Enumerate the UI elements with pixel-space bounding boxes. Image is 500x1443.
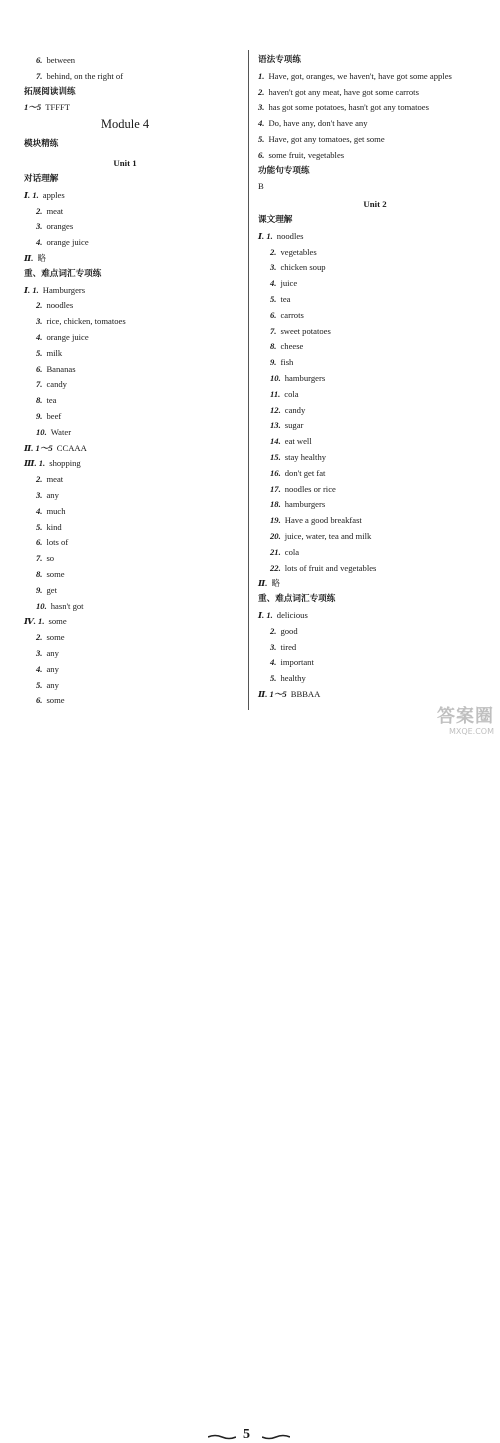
function-answer: B (258, 181, 264, 192)
item-answer: 略 (37, 253, 47, 263)
answer-line (36, 537, 68, 548)
item-number: 9. (36, 584, 43, 595)
answer-line (270, 531, 371, 542)
answer-line (24, 253, 46, 264)
answer-line (258, 150, 344, 161)
section-heading-vocabulary: 重、难点词汇专项练 (258, 594, 336, 605)
item-number: 17. (270, 483, 281, 494)
item-number: 4. (36, 237, 43, 248)
item-number: Ⅱ. 1～5 (258, 689, 287, 699)
answer-line (36, 522, 62, 533)
item-number: 12. (270, 404, 281, 415)
item-number: Ⅱ. (258, 578, 268, 589)
item-number: 1～5 (24, 102, 42, 113)
item-number: 8. (36, 395, 43, 406)
item-number: 6. (36, 55, 43, 65)
unit-2-title: Unit 2 (363, 199, 387, 210)
answer-line (24, 190, 65, 201)
item-answer: has got some potatoes, hasn't got any tomatoes (268, 102, 429, 113)
item-number: 9. (270, 357, 277, 368)
answer-line (36, 71, 123, 82)
answer-line (24, 285, 85, 296)
item-number: 5. (270, 673, 277, 684)
item-number: 5. (36, 521, 43, 532)
item-answer: hamburgers (284, 499, 326, 510)
answer-line (36, 332, 89, 343)
answer-line (36, 601, 84, 612)
site-watermark (424, 707, 494, 743)
item-number: Ⅰ. 1. (24, 189, 39, 200)
item-answer: vegetables (280, 246, 317, 257)
answer-line (270, 468, 325, 479)
answer-line (36, 300, 73, 311)
answer-line (270, 262, 326, 273)
item-answer: between (46, 55, 76, 65)
item-number: 21. (270, 546, 281, 557)
item-answer: candy (284, 404, 306, 415)
item-number: 8. (270, 341, 277, 352)
item-number: 6. (270, 309, 277, 320)
item-answer: noodles (276, 230, 304, 241)
item-answer: orange juice (46, 237, 89, 248)
item-answer: so (46, 553, 55, 564)
item-answer: some (46, 695, 65, 706)
section-heading-extended-reading: 拓展阅读训练 (24, 86, 76, 97)
item-number: 19. (270, 515, 281, 526)
item-number: Ⅲ. 1. (24, 458, 46, 469)
item-number: 7. (36, 553, 43, 564)
answer-line (270, 515, 362, 526)
answer-line (270, 326, 331, 337)
answer-line (270, 294, 290, 305)
section-heading-text: 课文理解 (258, 215, 293, 225)
answer-line (36, 379, 67, 390)
answer-line (270, 389, 299, 400)
item-answer: Hamburgers (42, 284, 86, 295)
item-answer: lots of fruit and vegetables (284, 562, 377, 573)
item-number: 4. (36, 663, 43, 674)
left-swoosh-ornament (208, 1434, 236, 1440)
item-number: 15. (270, 452, 281, 462)
answer-line (258, 118, 368, 129)
item-answer: eat well (284, 436, 312, 447)
item-number: 5. (270, 294, 277, 304)
item-answer: hasn't got (50, 600, 84, 611)
answer-line (270, 484, 336, 495)
item-number: 6. (36, 695, 43, 706)
item-answer: juice, water, tea and milk (284, 531, 372, 541)
item-answer: 略 (271, 578, 281, 589)
answer-line (258, 71, 452, 82)
item-answer: any (46, 648, 59, 658)
answer-line (270, 547, 299, 558)
item-number: 3. (36, 316, 43, 327)
answer-line (36, 664, 59, 675)
answer-line (36, 680, 59, 691)
item-answer: haven't got any meat, have got some carrots (268, 86, 419, 97)
item-answer: much (46, 505, 66, 516)
item-number: 3. (36, 490, 43, 500)
item-answer: tea (46, 395, 57, 406)
item-answer: delicious (276, 610, 308, 620)
item-number: 6. (36, 363, 43, 374)
item-number: 2. (258, 86, 265, 97)
item-answer: meat (46, 205, 64, 216)
item-answer: TFFFT (45, 102, 71, 113)
item-answer: beef (46, 411, 62, 421)
item-answer: some fruit, vegetables (268, 149, 345, 160)
item-number: 16. (270, 467, 281, 478)
item-answer: rice, chicken, tomatoes (46, 316, 126, 327)
answer-line (270, 452, 326, 463)
answer-line (36, 206, 63, 217)
answer-line (24, 458, 81, 469)
answer-line (36, 411, 61, 422)
answer-line (36, 221, 73, 232)
item-answer: tea (280, 294, 291, 304)
answer-line (258, 578, 280, 589)
item-answer: Bananas (46, 363, 76, 374)
answer-line (270, 373, 325, 384)
item-answer: carrots (280, 309, 304, 320)
item-answer: fish (280, 357, 294, 368)
section-heading-grammar: 语法专项练 (258, 55, 301, 65)
module-title: Module 4 (100, 117, 150, 131)
answer-line (36, 695, 65, 706)
answer-line (258, 610, 308, 621)
answer-line (270, 420, 303, 431)
item-answer: lots of (46, 537, 69, 548)
item-answer: some (48, 616, 67, 627)
answer-line (36, 364, 76, 375)
answer-line (36, 427, 71, 438)
watermark-url: MXQE.COM (448, 727, 494, 736)
item-answer: Have, got, oranges, we haven't, have got some apples (268, 70, 452, 81)
item-answer: some (46, 632, 65, 643)
item-answer: meat (46, 474, 64, 485)
section-heading-function: 功能句专项练 (258, 165, 310, 176)
item-number: 14. (270, 436, 281, 447)
item-number: 4. (258, 118, 265, 129)
item-number: 13. (270, 420, 281, 431)
answer-line (36, 395, 56, 406)
answer-line (36, 632, 65, 643)
item-number: 2. (270, 625, 277, 636)
item-number: 4. (36, 505, 43, 516)
item-number: 2. (36, 474, 43, 485)
item-answer: any (46, 490, 59, 500)
item-answer: CCAAA (56, 442, 87, 453)
item-answer: milk (46, 347, 63, 358)
answer-line (270, 341, 303, 352)
answer-line (36, 506, 66, 517)
item-answer: oranges (46, 221, 74, 232)
item-answer: Have a good breakfast (284, 515, 362, 526)
item-number: 4. (36, 332, 43, 342)
answer-line (270, 436, 312, 447)
item-answer: any (46, 679, 59, 690)
item-number: 7. (36, 70, 43, 81)
section-heading-vocabulary: 重、难点词汇专项练 (24, 268, 102, 279)
item-number: Ⅰ. 1. (258, 610, 273, 620)
answer-line (270, 499, 325, 510)
item-number: Ⅰ. 1. (24, 284, 39, 295)
section-heading-dialogue: 对话理解 (24, 174, 59, 184)
answer-line (270, 657, 314, 668)
item-answer: get (46, 584, 57, 595)
item-answer: shopping (49, 458, 81, 469)
item-answer: tired (280, 641, 297, 652)
answer-line (270, 563, 376, 574)
answer-line (24, 102, 70, 113)
item-number: 8. (36, 569, 43, 579)
item-answer: sweet potatoes (280, 325, 331, 336)
item-number: 4. (270, 278, 277, 289)
item-answer: important (280, 657, 314, 668)
item-answer: candy (46, 379, 67, 390)
answer-line (258, 87, 419, 98)
answer-line (36, 648, 59, 659)
item-number: 22. (270, 562, 281, 573)
answer-line (24, 616, 67, 627)
item-number: 2. (270, 246, 277, 257)
item-number: Ⅰ. 1. (258, 230, 273, 241)
item-number: 9. (36, 411, 43, 421)
answer-line (36, 474, 63, 485)
item-number: Ⅱ. (24, 253, 34, 263)
item-number: 6. (36, 537, 43, 548)
item-answer: orange juice (46, 332, 89, 342)
item-number: 7. (270, 325, 277, 336)
answer-line (36, 553, 54, 564)
answer-line (36, 316, 126, 327)
item-answer: juice (280, 278, 298, 289)
answer-line (36, 585, 57, 596)
item-answer: some (46, 569, 65, 579)
item-number: 2. (36, 205, 43, 216)
item-number: Ⅱ. 1～5 (24, 442, 53, 453)
item-number: 10. (36, 426, 47, 437)
item-number: 3. (270, 641, 277, 652)
answer-line (270, 626, 298, 637)
item-answer: sugar (284, 420, 304, 431)
item-answer: BBBAA (290, 689, 321, 699)
item-number: 6. (258, 149, 265, 160)
item-answer: good (280, 625, 298, 636)
answer-line (270, 278, 297, 289)
right-swoosh-ornament (262, 1434, 290, 1440)
column-divider (248, 50, 249, 710)
answer-line (36, 55, 75, 66)
item-number: 18. (270, 499, 281, 510)
item-number: 3. (270, 262, 277, 273)
answer-line (258, 689, 320, 700)
unit-1-title: Unit 1 (113, 158, 137, 168)
item-answer: Do, have any, don't have any (268, 118, 368, 129)
item-number: 3. (36, 648, 43, 658)
watermark-logo-text: 答案圈 (437, 706, 494, 727)
item-number: 20. (270, 531, 281, 541)
item-number: 7. (36, 379, 43, 390)
item-number: 2. (36, 632, 43, 643)
answer-line (36, 348, 62, 359)
item-answer: any (46, 663, 59, 674)
item-number: 4. (270, 657, 277, 668)
answer-line (270, 673, 306, 684)
item-number: 3. (258, 102, 265, 113)
item-answer: apples (42, 189, 65, 200)
item-number: 10. (270, 373, 281, 383)
item-answer: noodles (46, 300, 74, 311)
item-answer: cheese (280, 341, 304, 352)
item-number: Ⅳ. 1. (24, 616, 45, 627)
item-number: 3. (36, 221, 43, 232)
item-answer: kind (46, 521, 62, 532)
item-answer: cola (284, 546, 300, 557)
answer-line (36, 569, 65, 580)
item-answer: stay healthy (284, 452, 327, 462)
answer-line (36, 237, 89, 248)
answer-line (270, 310, 304, 321)
item-number: 2. (36, 300, 43, 311)
answer-line (258, 231, 304, 242)
item-answer: Have, got any tomatoes, get some (268, 134, 385, 144)
item-answer: cola (284, 388, 299, 399)
item-number: 11. (270, 388, 281, 399)
item-number: 10. (36, 600, 47, 611)
answer-line (270, 247, 317, 258)
item-answer: Water (50, 426, 72, 437)
answer-line (270, 357, 293, 368)
item-number: 5. (258, 134, 265, 144)
item-answer: chicken soup (280, 262, 326, 273)
item-answer: don't get fat (284, 467, 326, 478)
item-answer: healthy (280, 673, 306, 684)
answer-line (258, 134, 385, 145)
answer-line (270, 405, 305, 416)
item-number: 5. (36, 679, 43, 690)
answer-line (270, 642, 296, 653)
item-answer: behind, on the right of (46, 70, 124, 81)
item-answer: noodles or rice (284, 483, 336, 494)
item-number: 1. (258, 70, 265, 81)
item-number: 5. (36, 347, 43, 358)
section-heading-module-practice: 模块精练 (24, 139, 59, 149)
answer-line (24, 443, 87, 454)
answer-line (258, 102, 429, 113)
answer-line (36, 490, 59, 501)
page-number: 5 (243, 1427, 250, 1442)
item-answer: hamburgers (284, 373, 326, 383)
